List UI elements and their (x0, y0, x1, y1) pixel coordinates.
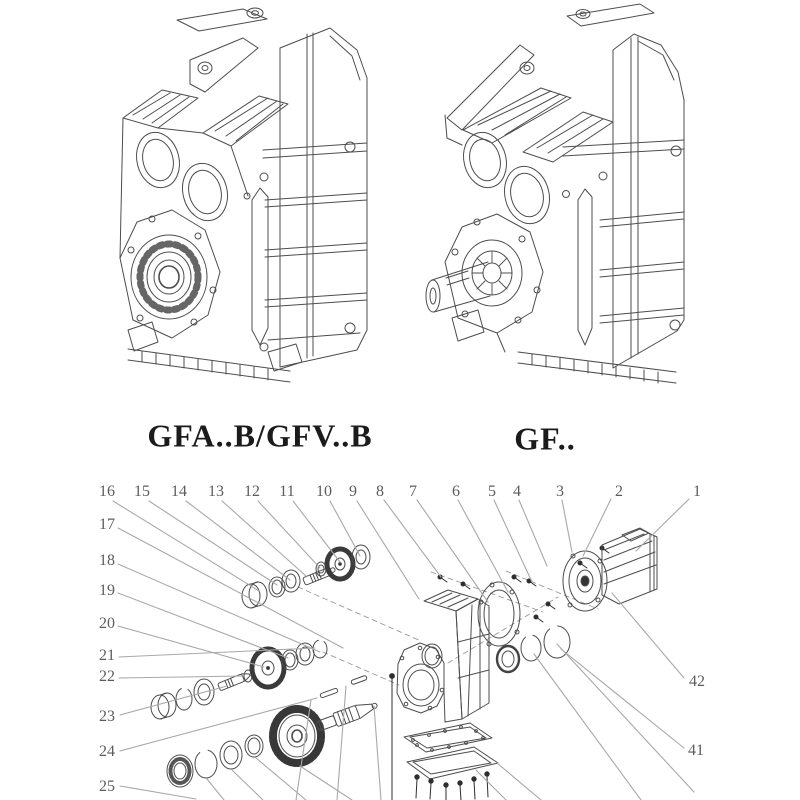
callout-21: 21 (99, 647, 115, 664)
callout-4: 4 (513, 483, 521, 500)
model-label-left: GFA..B/GFV..B (147, 417, 373, 454)
leader-lines (113, 499, 694, 800)
callout-41: 41 (688, 742, 704, 759)
callout-17: 17 (99, 516, 115, 533)
callout-13: 13 (208, 483, 224, 500)
callout-1: 1 (693, 483, 701, 500)
callout-24: 24 (99, 743, 115, 760)
model-label-right: GF.. (514, 420, 576, 457)
callout-7: 7 (409, 483, 417, 500)
callout-23: 23 (99, 708, 115, 725)
callout-3: 3 (556, 483, 564, 500)
callout-18: 18 (99, 552, 115, 569)
callout-9: 9 (349, 483, 357, 500)
callout-11: 11 (279, 483, 295, 500)
callout-10: 10 (316, 483, 332, 500)
exploded-parts-diagram (151, 528, 657, 800)
callout-22: 22 (99, 668, 115, 685)
callout-8: 8 (376, 483, 384, 500)
callout-12: 12 (244, 483, 260, 500)
assembly-axis-lines (298, 571, 598, 685)
gearbox-flange-mount-drawing (120, 8, 367, 382)
gearbox-solid-shaft-drawing (426, 4, 684, 383)
shaft-key (351, 675, 368, 685)
callout-19: 19 (99, 582, 115, 599)
shaft-key (320, 688, 338, 698)
callout-42: 42 (689, 673, 705, 690)
gear-housing (397, 590, 489, 722)
output-shaft-assembly (167, 675, 379, 787)
callout-15: 15 (134, 483, 150, 500)
callout-5: 5 (488, 483, 496, 500)
callout-25: 25 (99, 778, 115, 795)
callout-6: 6 (452, 483, 460, 500)
callout-2: 2 (615, 483, 623, 500)
callout-16: 16 (99, 483, 115, 500)
callout-14: 14 (171, 483, 187, 500)
motor-drawing (563, 528, 657, 611)
callout-20: 20 (99, 615, 115, 632)
